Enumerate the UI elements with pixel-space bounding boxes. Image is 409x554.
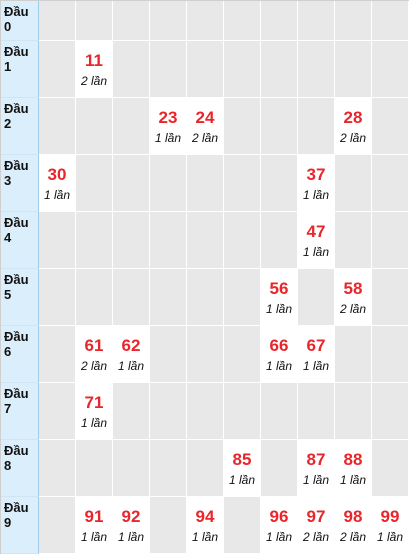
number-value: 37 xyxy=(306,165,326,184)
occurrence-count: 1 lần xyxy=(265,302,293,316)
empty-cell xyxy=(261,383,298,440)
empty-cell xyxy=(335,41,372,98)
row-header-word: Đầu xyxy=(4,443,29,458)
number-value: 62 xyxy=(121,336,141,355)
row-header-digit: 4 xyxy=(4,230,12,245)
row-header-7 xyxy=(1,383,39,440)
row-header-5 xyxy=(1,269,39,326)
empty-cell xyxy=(335,1,372,41)
empty-cell xyxy=(76,212,113,269)
row-header-4 xyxy=(1,212,39,269)
number-cell xyxy=(224,440,261,497)
occurrence-count: 1 lần xyxy=(302,473,330,487)
number-cell xyxy=(261,269,298,326)
number-cell xyxy=(335,497,372,554)
empty-cell xyxy=(150,1,187,41)
number-value: 92 xyxy=(121,507,141,526)
empty-cell xyxy=(372,41,409,98)
empty-cell xyxy=(224,98,261,155)
number-value: 28 xyxy=(343,108,363,127)
empty-cell xyxy=(76,269,113,326)
empty-cell xyxy=(150,269,187,326)
row-header-digit: 2 xyxy=(4,116,12,131)
empty-cell xyxy=(187,440,224,497)
row-header-digit: 9 xyxy=(4,515,12,530)
empty-cell xyxy=(372,440,409,497)
row-header-digit: 0 xyxy=(4,19,12,34)
number-cell xyxy=(113,326,150,383)
empty-cell xyxy=(224,269,261,326)
empty-cell xyxy=(261,212,298,269)
number-cell xyxy=(76,41,113,98)
empty-cell xyxy=(335,383,372,440)
row-header-word: Đầu xyxy=(4,4,29,19)
empty-cell xyxy=(187,383,224,440)
occurrence-count: 2 lần xyxy=(302,530,330,544)
empty-cell xyxy=(150,155,187,212)
empty-cell xyxy=(187,1,224,41)
empty-cell xyxy=(224,41,261,98)
empty-cell xyxy=(39,41,76,98)
occurrence-count: 2 lần xyxy=(80,359,108,373)
row-header-word: Đầu xyxy=(4,158,29,173)
empty-cell xyxy=(39,440,76,497)
number-value: 66 xyxy=(269,336,289,355)
number-value: 87 xyxy=(306,450,326,469)
empty-cell xyxy=(39,497,76,554)
occurrence-count: 1 lần xyxy=(43,188,71,202)
number-cell xyxy=(76,383,113,440)
empty-cell xyxy=(39,269,76,326)
number-cell xyxy=(76,326,113,383)
empty-cell xyxy=(298,383,335,440)
number-value: 61 xyxy=(84,336,104,355)
row-header-digit: 7 xyxy=(4,401,12,416)
row-header-digit: 6 xyxy=(4,344,12,359)
row-header-2 xyxy=(1,98,39,155)
empty-cell xyxy=(187,41,224,98)
number-value: 85 xyxy=(232,450,252,469)
row-header-digit: 1 xyxy=(4,59,12,74)
occurrence-count: 2 lần xyxy=(339,131,367,145)
empty-cell xyxy=(224,497,261,554)
number-cell xyxy=(150,98,187,155)
number-cell xyxy=(39,155,76,212)
empty-cell xyxy=(76,98,113,155)
empty-cell xyxy=(150,212,187,269)
empty-cell xyxy=(150,440,187,497)
empty-cell xyxy=(187,212,224,269)
occurrence-count: 1 lần xyxy=(339,473,367,487)
occurrence-count: 2 lần xyxy=(80,74,108,88)
occurrence-count: 1 lần xyxy=(265,359,293,373)
number-cell xyxy=(298,326,335,383)
number-cell xyxy=(187,98,224,155)
number-value: 56 xyxy=(269,279,289,298)
empty-cell xyxy=(113,383,150,440)
number-cell xyxy=(298,440,335,497)
row-header-8 xyxy=(1,440,39,497)
empty-cell xyxy=(113,212,150,269)
occurrence-count: 1 lần xyxy=(117,359,145,373)
number-value: 23 xyxy=(158,108,178,127)
occurrence-count: 1 lần xyxy=(80,416,108,430)
empty-cell xyxy=(150,326,187,383)
empty-cell xyxy=(335,212,372,269)
row-header-6 xyxy=(1,326,39,383)
number-value: 30 xyxy=(47,165,67,184)
empty-cell xyxy=(372,98,409,155)
empty-cell xyxy=(76,440,113,497)
row-header-word: Đầu xyxy=(4,215,29,230)
number-value: 58 xyxy=(343,279,363,298)
occurrence-count: 1 lần xyxy=(302,188,330,202)
occurrence-count: 1 lần xyxy=(376,530,404,544)
empty-cell xyxy=(298,1,335,41)
empty-cell xyxy=(261,98,298,155)
row-header-word: Đầu xyxy=(4,500,29,515)
empty-cell xyxy=(113,155,150,212)
row-header-digit: 5 xyxy=(4,287,12,302)
empty-cell xyxy=(113,440,150,497)
empty-cell xyxy=(39,1,76,41)
occurrence-count: 1 lần xyxy=(302,359,330,373)
occurrence-count: 1 lần xyxy=(80,530,108,544)
empty-cell xyxy=(261,155,298,212)
empty-cell xyxy=(298,98,335,155)
empty-cell xyxy=(372,326,409,383)
number-cell xyxy=(298,212,335,269)
empty-cell xyxy=(335,155,372,212)
empty-cell xyxy=(113,41,150,98)
empty-cell xyxy=(372,212,409,269)
occurrence-count: 1 lần xyxy=(302,245,330,259)
empty-cell xyxy=(372,269,409,326)
number-value: 67 xyxy=(306,336,326,355)
empty-cell xyxy=(39,326,76,383)
row-header-digit: 3 xyxy=(4,173,12,188)
empty-cell xyxy=(224,326,261,383)
number-cell xyxy=(76,497,113,554)
number-cell xyxy=(113,497,150,554)
number-cell xyxy=(298,155,335,212)
number-value: 96 xyxy=(269,507,289,526)
occurrence-count: 2 lần xyxy=(339,302,367,316)
number-value: 94 xyxy=(195,507,215,526)
empty-cell xyxy=(113,269,150,326)
number-value: 71 xyxy=(84,393,104,412)
empty-cell xyxy=(224,383,261,440)
empty-cell xyxy=(150,383,187,440)
empty-cell xyxy=(372,383,409,440)
empty-cell xyxy=(261,440,298,497)
row-header-1 xyxy=(1,41,39,98)
empty-cell xyxy=(39,383,76,440)
number-value: 47 xyxy=(306,222,326,241)
number-value: 91 xyxy=(84,507,104,526)
empty-cell xyxy=(39,98,76,155)
empty-cell xyxy=(187,155,224,212)
occurrence-count: 1 lần xyxy=(117,530,145,544)
row-header-digit: 8 xyxy=(4,458,12,473)
row-header-word: Đầu xyxy=(4,101,29,116)
empty-cell xyxy=(113,98,150,155)
number-value: 88 xyxy=(343,450,363,469)
number-cell xyxy=(261,326,298,383)
row-header-word: Đầu xyxy=(4,386,29,401)
number-cell xyxy=(298,497,335,554)
row-header-word: Đầu xyxy=(4,329,29,344)
empty-cell xyxy=(224,1,261,41)
number-value: 11 xyxy=(85,51,103,70)
occurrence-count: 2 lần xyxy=(339,530,367,544)
occurrence-count: 2 lần xyxy=(191,131,219,145)
row-header-9 xyxy=(1,497,39,554)
row-header-word: Đầu xyxy=(4,44,29,59)
empty-cell xyxy=(224,212,261,269)
number-cell xyxy=(335,440,372,497)
row-header-word: Đầu xyxy=(4,272,29,287)
empty-cell xyxy=(372,155,409,212)
number-cell xyxy=(261,497,298,554)
empty-cell xyxy=(261,41,298,98)
empty-cell xyxy=(150,41,187,98)
empty-cell xyxy=(224,155,261,212)
empty-cell xyxy=(39,212,76,269)
number-value: 97 xyxy=(306,507,326,526)
occurrence-count: 1 lần xyxy=(191,530,219,544)
empty-cell xyxy=(113,1,150,41)
number-cell xyxy=(187,497,224,554)
empty-cell xyxy=(76,1,113,41)
occurrence-count: 1 lần xyxy=(265,530,293,544)
empty-cell xyxy=(76,155,113,212)
empty-cell xyxy=(261,1,298,41)
number-cell xyxy=(335,269,372,326)
empty-cell xyxy=(335,326,372,383)
row-header-3 xyxy=(1,155,39,212)
row-header-0 xyxy=(1,1,39,41)
empty-cell xyxy=(150,497,187,554)
empty-cell xyxy=(187,269,224,326)
empty-cell xyxy=(372,1,409,41)
occurrence-count: 1 lần xyxy=(154,131,182,145)
number-value: 98 xyxy=(343,507,363,526)
occurrence-count: 1 lần xyxy=(228,473,256,487)
empty-cell xyxy=(298,269,335,326)
number-value: 24 xyxy=(195,108,215,127)
number-value: 99 xyxy=(380,507,400,526)
number-cell xyxy=(372,497,409,554)
empty-cell xyxy=(187,326,224,383)
empty-cell xyxy=(298,41,335,98)
number-cell xyxy=(335,98,372,155)
